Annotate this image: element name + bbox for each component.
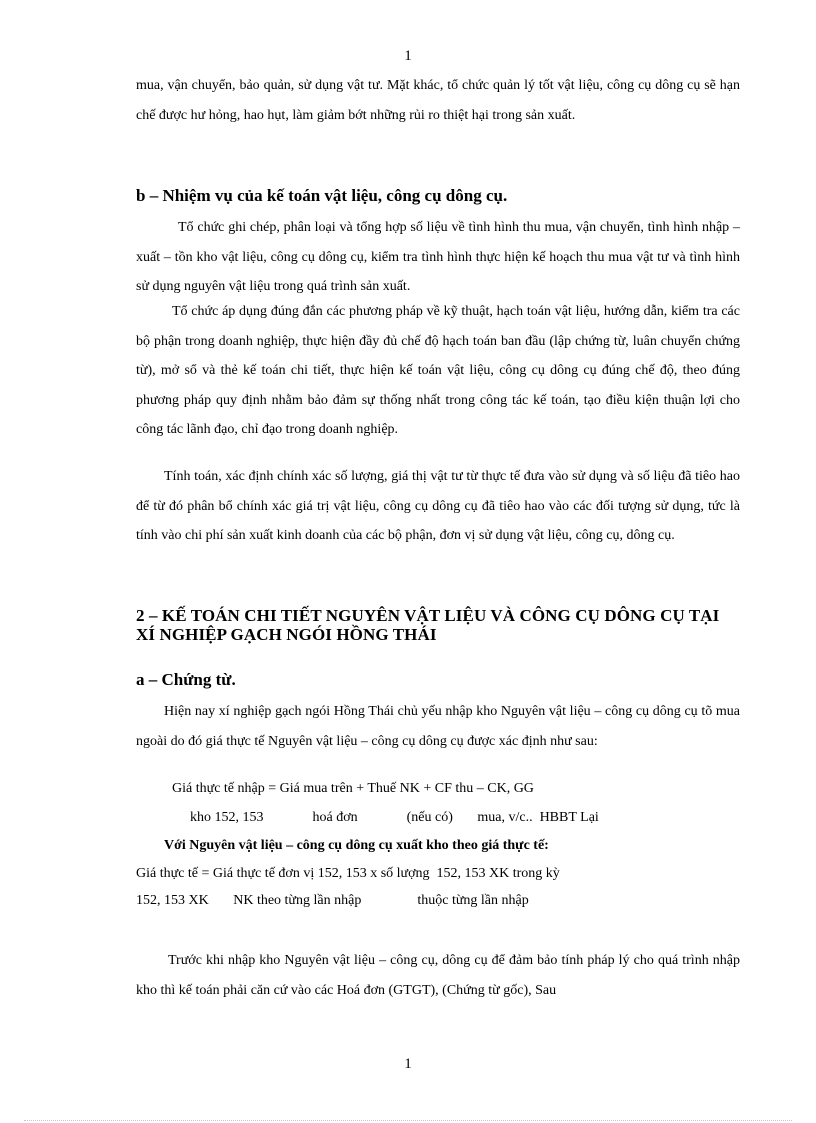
section-2-paragraph: Hiện nay xí nghiệp gạch ngói Hồng Thái chủ yếu nhập kho Nguyên vật liệu – công cụ dông cụ tõ mua ngoài do đó giá thực tế Nguyên vật liệu – công cụ dông cụ được xác định như sau: (136, 704, 740, 749)
closing-paragraph: Trước khi nhập kho Nguyên vật liệu – công cụ, dông cụ để đảm bảo tính pháp lý cho quá trình nhập kho thì kế toán phải căn cứ vào các Hoá đơn (GTGT), (Chứng từ gốc), Sau (136, 953, 740, 998)
section-2-heading: 2 – KẾ TOÁN CHI TIẾT NGUYÊN VẬT LIỆU VÀ CÔNG CỤ DÔNG CỤ TẠI XÍ NGHIỆP GẠCH NGÓI HỒNG THÁI (136, 606, 720, 644)
formula-2-line-1: Giá thực tế = Giá thực tế đơn vị 152, 153 x số lượng 152, 153 XK trong kỳ (136, 866, 560, 881)
formula-2-line-2: 152, 153 XK NK theo từng lần nhập thuộc từng lần nhập (136, 893, 529, 908)
page-bottom-divider (24, 1120, 792, 1121)
section-b-paragraph-2: Tổ chức áp dụng đúng đắn các phương pháp về kỹ thuật, hạch toán vật liệu, hướng dẫn, kiểm tra các bộ phận trong doanh nghiệp, thực hiện đầy đủ chế độ hạch toán ban đầu (lập chứng từ, luân chuyển chứng từ), mở sổ và thẻ kế toán chi tiết, thực hiện kế toán vật liệu, công cụ dông cụ đúng chế độ, theo đúng phương pháp quy định nhằm bảo đảm sự thống nhất trong công tác kế toán, tạo điều kiện thuận lợi cho công tác lãnh đạo, chỉ đạo trong doanh nghiệp. (136, 304, 740, 437)
intro-paragraph: mua, vận chuyển, bảo quản, sử dụng vật tư. Mặt khác, tổ chức quản lý tốt vật liệu, công cụ dông cụ sẽ hạn chế được hư hỏng, hao hụt, làm giảm bớt những rủi ro thiệt hại trong sản xuất. (136, 78, 740, 123)
section-b-paragraph-3: Tính toán, xác định chính xác số lượng, giá thị vật tư từ thực tế đưa vào sử dụng và số liệu đã tiêo hao để từ đó phân bổ chính xác giá trị vật liệu, công cụ dông cụ đã tiêo hao vào các đối tượng sử dụng, tức là tính vào chi phí sản xuất kinh doanh của các bộ phận, đơn vị sử dụng vật liệu, công cụ, dông cụ. (136, 469, 740, 543)
formula-1-line-1: Giá thực tế nhập = Giá mua trên + Thuế NK + CF thu – CK, GG (172, 781, 534, 796)
xuat-kho-bold-line: Với Nguyên vật liệu – công cụ dông cụ xuất kho theo giá thực tế: (164, 838, 549, 853)
formula-1-line-2: kho 152, 153 hoá đơn (nếu có) mua, v/c.. HBBT Lại (190, 810, 599, 825)
footer-page-number: 1 (404, 1056, 412, 1072)
header-page-number: 1 (404, 48, 412, 64)
section-b-paragraph-1: Tổ chức ghi chép, phân loại và tổng hợp số liệu về tình hình thu mua, vận chuyển, tình hình nhập – xuất – tồn kho vật liệu, công cụ dông cụ, kiểm tra tình hình thực hiện kế hoạch thu mua vật tư và tình hình sử dụng nguyên vật liệu trong quá trình sản xuất. (136, 220, 740, 294)
section-2-subheading: a – Chứng từ. (136, 670, 236, 689)
section-b-heading: b – Nhiệm vụ của kế toán vật liệu, công cụ dông cụ. (136, 186, 508, 205)
